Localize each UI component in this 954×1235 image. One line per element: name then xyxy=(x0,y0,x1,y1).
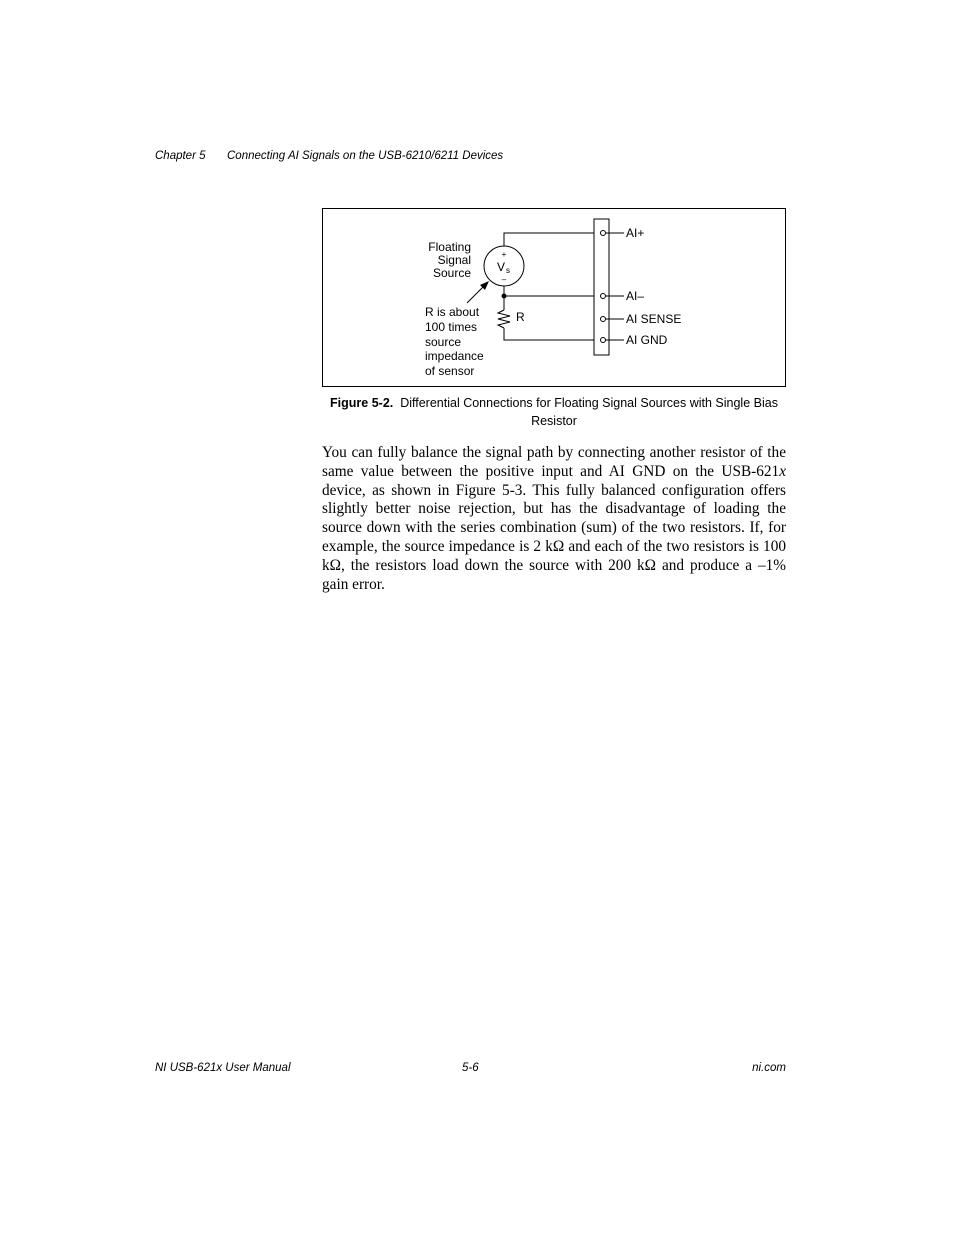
note-line-4: impedance xyxy=(425,349,484,363)
wire-ground xyxy=(504,328,599,340)
note-line-5: of sensor xyxy=(425,364,475,378)
chapter-title: Connecting AI Signals on the USB-6210/6211 Devices xyxy=(227,150,504,162)
body-paragraph xyxy=(322,444,786,594)
note-line-3: source xyxy=(425,335,462,349)
wire-positive xyxy=(504,233,599,246)
label-ai-minus: AI– xyxy=(626,289,645,303)
source-label-line-2: Signal xyxy=(437,253,471,267)
running-header xyxy=(155,150,503,162)
terminal-ai-plus xyxy=(601,231,606,236)
caption-text: Differential Connections for Floating Signal Sources with Single Bias Resistor xyxy=(400,396,778,428)
vs-minus: – xyxy=(501,275,507,284)
figure-5-2 xyxy=(322,208,786,387)
vs-plus: + xyxy=(501,250,507,259)
body-italic-x: x xyxy=(779,462,786,480)
source-label-line-1: Floating xyxy=(428,240,471,254)
resistor-label: R xyxy=(516,310,525,324)
footer-manual-title: NI USB-621x User Manual xyxy=(155,1062,291,1074)
terminal-ai-minus xyxy=(601,294,606,299)
chapter-number: Chapter 5 xyxy=(155,150,206,162)
source-label-line-3: Source xyxy=(432,266,471,280)
circuit-diagram xyxy=(323,209,785,386)
resistor-symbol xyxy=(498,310,510,328)
terminal-ai-sense xyxy=(601,317,606,322)
body-part-1: You can fully balance the signal path by connecting another resistor of the same value between the positive input and AI GND on the USB-621 xyxy=(322,444,786,480)
vs-subscript: s xyxy=(506,266,510,275)
vs-symbol: V xyxy=(496,260,506,274)
figure-caption xyxy=(322,394,786,430)
label-ai-plus: AI+ xyxy=(626,226,645,240)
note-line-2: 100 times xyxy=(425,320,478,334)
label-ai-sense: AI SENSE xyxy=(626,312,682,326)
label-ai-gnd: AI GND xyxy=(626,333,668,347)
body-part-2: device, as shown in Figure 5-3. This fully balanced configuration offers slightly better noise rejection, but has the disadvantage of loading the source down with the series combination (sum) of the two resistors. If, for example, the source impedance is 2 kΩ and each of the two resistors is 100 kΩ, the resistors load down the source with 200 kΩ and produce a –1% gain error. xyxy=(322,481,786,593)
footer-page-number: 5-6 xyxy=(462,1062,479,1074)
caption-label: Figure 5-2. xyxy=(330,396,394,410)
terminal-ai-gnd xyxy=(601,338,606,343)
note-line-1: R is about xyxy=(425,305,480,319)
footer-website: ni.com xyxy=(752,1062,786,1074)
connector-block xyxy=(594,219,609,355)
